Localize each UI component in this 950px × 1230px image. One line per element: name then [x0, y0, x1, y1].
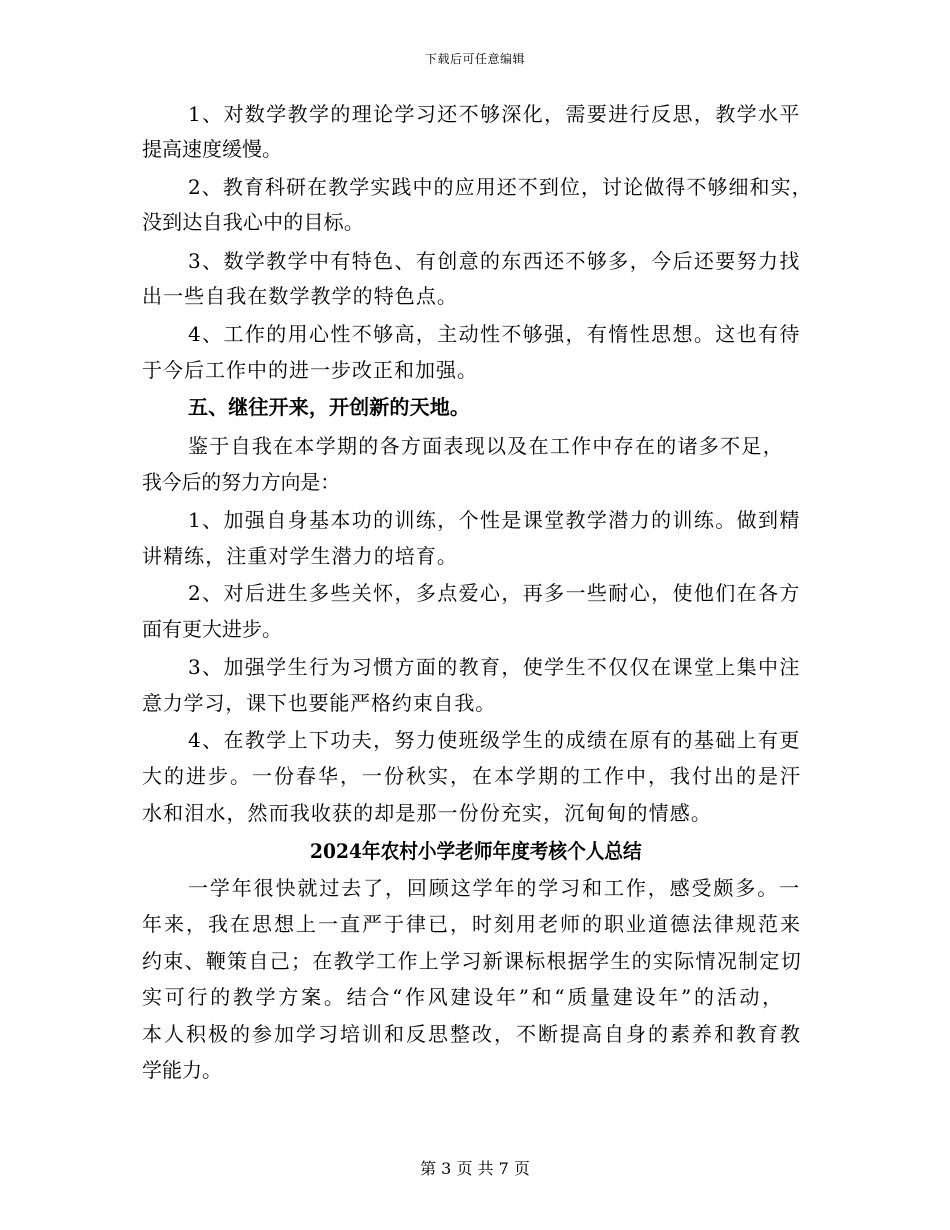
body-text-line: 于今后工作中的进一步改正和加强。 — [142, 358, 478, 382]
body-text-line: 本人积极的参加学习培训和反思整改，不断提高自身的素养和教育教 — [142, 1022, 802, 1046]
body-text-line: 约束、鞭策自己；在教学工作上学习新课标根据学生的实际情况制定切 — [142, 949, 802, 973]
body-text-line: 1、加强自身基本功的训练，个性是课堂教学潜力的训练。做到精 — [188, 508, 801, 532]
body-text-line: 我今后的努力方向是： — [142, 470, 340, 494]
body-text-line: 出一些自我在数学教学的特色点。 — [142, 284, 458, 308]
section-heading: 2024年农村小学老师年度考核个人总结 — [310, 839, 642, 863]
body-text-line: 1、对数学教学的理论学习还不够深化，需要进行反思，教学水平 — [188, 102, 801, 126]
body-text-line: 3、加强学生行为习惯方面的教育，使学生不仅仅在课堂上集中注 — [188, 655, 801, 679]
body-text-line: 2、教育科研在教学实践中的应用还不到位，讨论做得不够细和实， — [188, 175, 813, 199]
body-text-line: 2、对后进生多些关怀，多点爱心，再多一些耐心，使他们在各方 — [188, 581, 801, 605]
body-text-line: 学能力。 — [142, 1058, 222, 1082]
body-text-line: 水和泪水，然而我收获的却是那一份份充实，沉甸甸的情感。 — [142, 801, 712, 825]
section-heading: 五、继往开来，开创新的天地。 — [188, 395, 470, 419]
body-text-line: 一学年很快就过去了，回顾这学年的学习和工作，感受颇多。一 — [188, 876, 801, 900]
body-text-line: 实可行的教学方案。结合“作风建设年”和“质量建设年”的活动， — [142, 985, 785, 1009]
body-text-line: 没到达自我心中的目标。 — [142, 210, 364, 234]
body-text-line: 提高速度缓慢。 — [142, 137, 282, 161]
body-text-line: 讲精练，注重对学生潜力的培育。 — [142, 544, 458, 568]
body-text-line: 大的进步。一份春华，一份秋实，在本学期的工作中，我付出的是汗 — [142, 764, 802, 788]
body-text-line: 4、在教学上下功夫，努力使班级学生的成绩在原有的基础上有更 — [188, 728, 801, 752]
body-text-line: 年来，我在思想上一直严于律已，时刻用老师的职业道德法律规范来 — [142, 912, 802, 936]
page-footer: 第 3 页 共 7 页 — [420, 1159, 530, 1178]
body-text-line: 面有更大进步。 — [142, 617, 282, 641]
body-text-line: 意力学习，课下也要能严格约束自我。 — [142, 691, 496, 715]
page-header: 下载后可任意编辑 — [424, 52, 525, 66]
body-text-line: 鉴于自我在本学期的各方面表现以及在工作中存在的诸多不足， — [188, 434, 784, 458]
body-text-line: 4、工作的用心性不够高，主动性不够强，有惰性思想。这也有待 — [188, 322, 801, 346]
body-text-line: 3、数学教学中有特色、有创意的东西还不够多，今后还要努力找 — [188, 249, 801, 273]
